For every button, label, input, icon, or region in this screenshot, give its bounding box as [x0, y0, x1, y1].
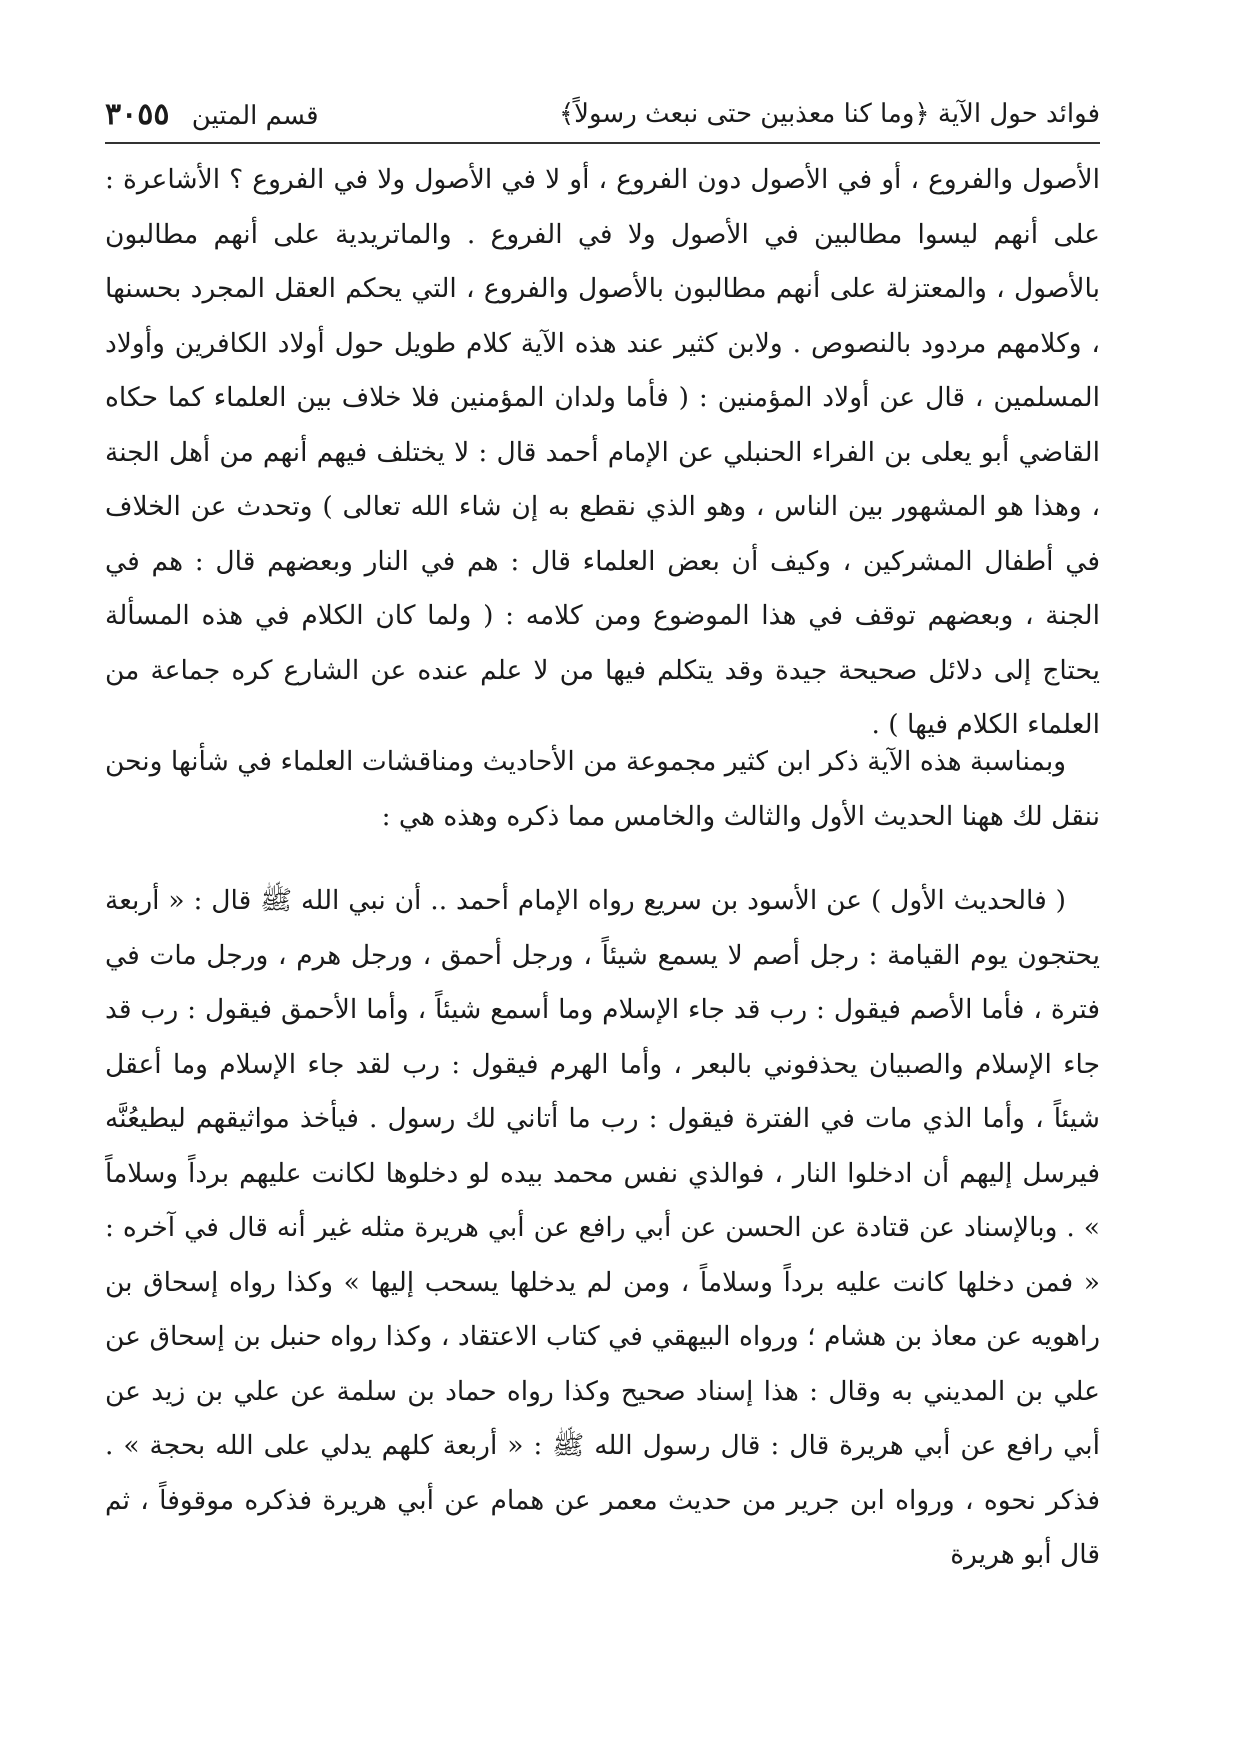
paragraph-2-text: وبمناسبة هذه الآية ذكر ابن كثير مجموعة من الأحاديث ومناقشات العلماء في شأنها ونحن ننقل لك ههنا الحديث الأول والثالث والخامس مما ذكره وهذه هي : [105, 746, 1100, 832]
section-name: قسم المتين [191, 100, 319, 131]
paragraph-3-text: ( فالحديث الأول ) عن الأسود بن سريع رواه الإمام أحمد .. أن نبي الله ﷺ قال : « أربعة يحتجون يوم القيامة : رجل أصم لا يسمع شيئاً ، ورجل أحمق ، ورجل هرم ، ورجل مات في فترة ، فأما الأصم فيقول : رب قد جاء الإسلام وما أسمع شيئاً ، وأما الأحمق فيقول : رب قد جاء الإسلام والصبيان يحذفوني بالبعر ، وأما الهرم فيقول : رب لقد جاء الإسلام وما أعقل شيئاً ، وأما الذي مات في الفترة فيقول : رب ما أتاني لك رسول . فيأخذ مواثيقهم ليطيعُنَّه فيرسل إليهم أن ادخلوا النار ، فوالذي نفس محمد بيده لو دخلوها لكانت عليهم برداً وسلاماً » . وبالإسناد عن قتادة عن الحسن عن أبي رافع عن أبي هريرة مثله غير أنه قال في آخره : « فمن دخلها كانت عليه برداً وسلاماً ، ومن لم يدخلها يسحب إليها » وكذا رواه إسحاق بن راهويه عن معاذ بن هشام ؛ ورواه البيهقي في كتاب الاعتقاد ، وكذا رواه حنبل بن إسحاق عن علي بن المديني به وقال : هذا إسناد صحيح وكذا رواه حماد بن سلمة عن علي بن زيد عن أبي رافع عن أبي هريرة قال : قال رسول الله ﷺ : « أربعة كلهم يدلي على الله بحجة » . فذكر نحوه ، ورواه ابن جرير من حديث معمر عن همام عن أبي هريرة فذكره موقوفاً ، ثم قال أبو هريرة [105, 885, 1100, 1570]
paragraph-3 [105, 874, 1100, 1583]
page-header [105, 88, 1100, 140]
paragraph-1 [105, 153, 1100, 753]
running-title: فوائد حول الآية ﴿وما كنا معذبين حتى نبعث رسولاً﴾ [558, 99, 1100, 129]
paragraph-2 [105, 735, 1100, 844]
header-divider [105, 142, 1100, 144]
paragraph-1-text: الأصول والفروع ، أو في الأصول دون الفروع ، أو لا في الأصول ولا في الفروع ؟ الأشاعرة : على أنهم ليسوا مطالبين في الأصول ولا في الفروع . والماتريدية على أنهم مطالبون بالأصول ، والمعتزلة على أنهم مطالبون بالأصول والفروع ، التي يحكم العقل المجرد بحسنها ، وكلامهم مردود بالنصوص . ولابن كثير عند هذه الآية كلام طويل حول أولاد الكافرين وأولاد المسلمين ، قال عن أولاد المؤمنين : ( فأما ولدان المؤمنين فلا خلاف بين العلماء كما حكاه القاضي أبو يعلى بن الفراء الحنبلي عن الإمام أحمد قال : لا يختلف فيهم أنهم من أهل الجنة ، وهذا هو المشهور بين الناس ، وهو الذي نقطع به إن شاء الله تعالى ) وتحدث عن الخلاف في أطفال المشركين ، وكيف أن بعض العلماء قال : هم في النار وبعضهم قال : هم في الجنة ، وبعضهم توقف في هذا الموضوع ومن كلامه : ( ولما كان الكلام في هذه المسألة يحتاج إلى دلائل صحيحة جيدة وقد يتكلم فيها من لا علم عنده عن الشارع كره جماعة من العلماء الكلام فيها ) . [105, 164, 1100, 740]
page-info [105, 97, 319, 132]
page-number: ٣٠٥٥ [105, 96, 170, 132]
